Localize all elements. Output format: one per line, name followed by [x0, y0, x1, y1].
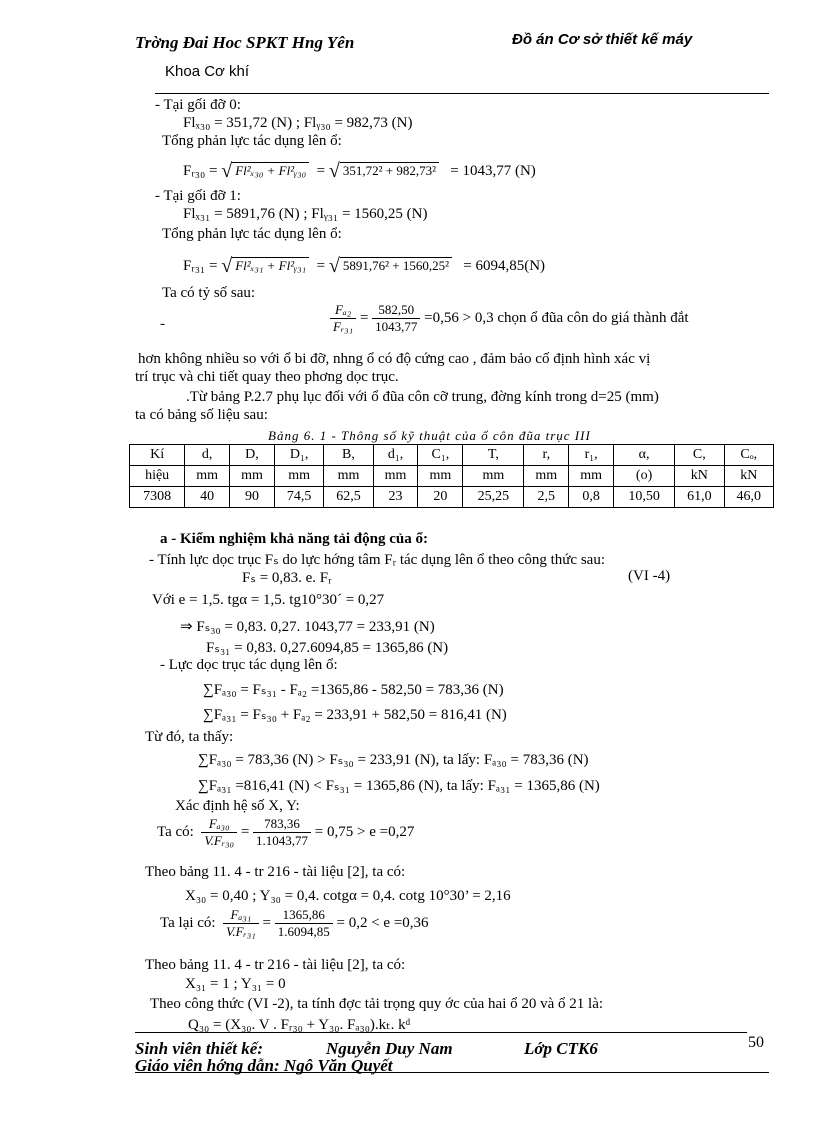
table-header-cell: α,: [614, 445, 675, 466]
text-line: Flₓ₃₁ = 5891,76 (N) ; Flᵧ₃₁ = 1560,25 (N): [183, 206, 428, 222]
table-header-cell: r,: [524, 445, 569, 466]
table-cell: 2,5: [524, 487, 569, 508]
text-line: Xác định hệ số X, Y:: [175, 798, 300, 814]
table-row: [130, 487, 774, 508]
sqrt-expression: 5891,76² + 1560,25²: [340, 257, 452, 274]
fraction-numerator: 582,50: [372, 302, 420, 319]
formula-result: = 1043,77 (N): [450, 163, 536, 179]
formula-eq: =: [316, 258, 326, 274]
table-header-cell: Kí: [130, 445, 185, 466]
table-header-cell: hiệu: [130, 466, 185, 487]
fraction: [275, 907, 333, 940]
department-name: Khoa Cơ khí: [165, 63, 250, 80]
table-header-cell: D,: [230, 445, 275, 466]
table-cell: 0,8: [569, 487, 614, 508]
formula-eq: =: [262, 914, 272, 931]
table-header-cell: mm: [230, 466, 275, 487]
text-line: Theo công thức (VI -2), ta tính đợc tải trọng quy ớc của hai ổ 20 và ổ 21 là:: [150, 996, 604, 1012]
table-header-row: [130, 445, 774, 466]
fraction-denominator: V.Fᵣ₃₀: [204, 833, 235, 848]
formula-eq: =: [316, 163, 326, 179]
formula-eq: =: [359, 309, 369, 326]
text-line: Fₛ₃₁ = 0,83. 0,27.6094,85 = 1365,86 (N): [206, 640, 449, 656]
formula-result: =0,56 > 0,3 chọn ổ đũa côn do giá thành đắt: [424, 309, 689, 326]
text-dash: -: [160, 316, 165, 332]
text-line: ∑Fₐ₃₁ =816,41 (N) < Fₛ₃₁ = 1365,86 (N), ta lấy: Fₐ₃₁ = 1365,86 (N): [198, 778, 600, 794]
text-line: - Tính lực dọc trục Fₛ do lực hớng tâm Fᵣ tác dụng lên ổ theo công thức sau:: [149, 552, 605, 568]
table-header-cell: T,: [463, 445, 524, 466]
table-header-cell: B,: [324, 445, 373, 466]
sqrt-expression: 351,72² + 982,73²: [340, 162, 439, 179]
table-cell: 74,5: [274, 487, 323, 508]
text-line: - Tại gối đỡ 1:: [155, 188, 241, 204]
header-rule: [155, 93, 769, 94]
fraction: [201, 816, 237, 849]
text-line: Tổng phản lực tác dụng lên ổ:: [162, 226, 342, 242]
formula-result: = 0,75 > e =0,27: [314, 823, 415, 840]
text-line: Với e = 1,5. tgα = 1,5. tg10°30´ = 0,27: [152, 592, 385, 608]
table-header-cell: mm: [569, 466, 614, 487]
sqrt-icon: √: [328, 255, 340, 277]
sqrt-icon: √: [221, 160, 233, 182]
table-header-row: [130, 466, 774, 487]
text-line: ⇒ Fₛ₃₀ = 0,83. 0,27. 1043,77 = 233,91 (N): [180, 619, 435, 635]
formula-prefix: Ta có:: [157, 823, 194, 840]
table-header-cell: mm: [274, 466, 323, 487]
text-line: - Lực dọc trục tác dụng lên ổ:: [160, 657, 338, 673]
footer-rule-bottom: [135, 1072, 769, 1073]
fraction-numerator: 1365,86: [275, 907, 333, 924]
table-caption: Bảng 6. 1 - Thông số kỹ thuật của ổ côn đũa trục III: [268, 428, 591, 443]
sqrt-expression: Fl²ₓ₃₀ + Fl²ᵧ₃₀: [232, 162, 309, 179]
formula-lhs: Fᵣ₃₀ =: [183, 163, 218, 179]
table-header-cell: mm: [418, 466, 463, 487]
table-header-cell: Cₒ,: [724, 445, 773, 466]
table-cell: 90: [230, 487, 275, 508]
fraction-numerator: Fₐ₃₀: [201, 816, 237, 833]
table-header-cell: d,: [185, 445, 230, 466]
text-line: ta có bảng số liệu sau:: [135, 407, 268, 423]
table-header-cell: D₁,: [274, 445, 323, 466]
table-header-cell: mm: [324, 466, 373, 487]
formula-prefix: Ta lại có:: [160, 914, 216, 931]
student-name: Nguyễn Duy Nam: [326, 1039, 453, 1058]
fraction-numerator: 783,36: [253, 816, 311, 833]
text-line: ∑Fₐ₃₀ = Fₛ₃₁ - Fₐ₂ =1365,86 - 582,50 = 783,36 (N): [203, 682, 504, 698]
equation-ref: (VI -4): [628, 568, 671, 584]
text-line: X₃₀ = 0,40 ; Y₃₀ = 0,4. cotgα = 0,4. cotg 10°30’ = 2,16: [185, 888, 511, 904]
table-cell: 62,5: [324, 487, 373, 508]
fraction-denominator: 1.1043,77: [256, 833, 309, 848]
formula-eq: =: [240, 823, 250, 840]
table-header-cell: C₁,: [418, 445, 463, 466]
text-line: Flₓ₃₀ = 351,72 (N) ; Flᵧ₃₀ = 982,73 (N): [183, 115, 413, 131]
school-name: Trờng Đai Hoc SPKT Hng Yên: [135, 33, 355, 52]
bearing-spec-table: [129, 444, 774, 508]
text-line: Theo bảng 11. 4 - tr 216 - tài liệu [2], ta có:: [145, 957, 406, 973]
fraction-denominator: 1.6094,85: [277, 924, 330, 939]
table-header-cell: mm: [373, 466, 418, 487]
text-line: .Từ bảng P.2.7 phụ lục đối với ổ đũa côn cỡ trung, đờng kính trong d=25 (mm): [186, 389, 659, 405]
formula-xy-1: [157, 816, 414, 849]
fraction-denominator: 1043,77: [375, 319, 418, 334]
text-line: ∑Fₐ₃₀ = 783,36 (N) > Fₛ₃₀ = 233,91 (N), ta lấy: Fₐ₃₀ = 783,36 (N): [198, 752, 589, 768]
text-line: hơn không nhiều so với ổ bi đỡ, nhng ổ có độ cứng cao , đảm bảo cố định hình xác vị: [138, 351, 651, 367]
table-header-cell: (o): [614, 466, 675, 487]
table-cell: 61,0: [675, 487, 724, 508]
fraction: [372, 302, 420, 335]
text-line: Fₛ = 0,83. e. Fᵣ: [242, 570, 332, 586]
student-label: Sinh viên thiết kế:: [135, 1039, 263, 1058]
sqrt-expression: Fl²ₓ₃₁ + Fl²ᵧ₃₁: [232, 257, 309, 274]
text-line: Tổng phản lực tác dụng lên ổ:: [162, 133, 342, 149]
table-cell: 40: [185, 487, 230, 508]
table-cell: 7308: [130, 487, 185, 508]
text-line: - Tại gối đỡ 0:: [155, 97, 241, 113]
table-cell: 46,0: [724, 487, 773, 508]
class-name: Lớp CTK6: [524, 1039, 598, 1058]
formula-fr31: [183, 255, 545, 278]
section-heading: a - Kiểm nghiệm khả năng tải động của ổ:: [160, 531, 428, 547]
table-header-cell: kN: [675, 466, 724, 487]
text-line: Q₃₀ = (X₃₀. V . Fᵣ₃₀ + Y₃₀. Fₐ₃₀).kₜ. kᵈ: [188, 1017, 411, 1033]
table-header-cell: kN: [724, 466, 773, 487]
text-line: ∑Fₐ₃₁ = Fₛ₃₀ + Fₐ₂ = 233,91 + 582,50 = 816,41 (N): [203, 707, 507, 723]
formula-lhs: Fᵣ₃₁ =: [183, 258, 218, 274]
table-header-cell: mm: [524, 466, 569, 487]
fraction-numerator: Fₐ₂: [330, 302, 356, 319]
formula-ratio: [330, 302, 689, 335]
formula-result: = 6094,85(N): [463, 258, 546, 274]
project-title: Đồ án Cơ sở thiết kế máy: [512, 31, 693, 48]
sqrt-icon: √: [221, 255, 233, 277]
fraction: [330, 302, 356, 335]
teacher-name: Giáo viên hớng dẫn: Ngô Văn Quyết: [135, 1056, 393, 1075]
table-header-cell: d₁,: [373, 445, 418, 466]
page-number: 50: [748, 1034, 764, 1051]
table-cell: 23: [373, 487, 418, 508]
table-header-cell: C,: [675, 445, 724, 466]
formula-result: = 0,2 < e =0,36: [336, 914, 429, 931]
text-line: trí trục và chi tiết quay theo phơng dọc trục.: [135, 369, 399, 385]
fraction-denominator: V.Fᵣ₃₁: [226, 924, 256, 939]
fraction: [223, 907, 259, 940]
sqrt-icon: √: [328, 160, 340, 182]
fraction: [253, 816, 311, 849]
text-line: Theo bảng 11. 4 - tr 216 - tài liệu [2], ta có:: [145, 864, 406, 880]
table-header-cell: mm: [463, 466, 524, 487]
table-header-cell: r₁,: [569, 445, 614, 466]
formula-fr30: [183, 160, 536, 183]
table-cell: 25,25: [463, 487, 524, 508]
formula-xy-2: [160, 907, 429, 940]
table-cell: 10,50: [614, 487, 675, 508]
text-line: Từ đó, ta thấy:: [145, 729, 234, 745]
fraction-denominator: Fᵣ₃₁: [333, 319, 354, 334]
fraction-numerator: Fₐ₃₁: [223, 907, 259, 924]
text-line: Ta có tỷ số sau:: [162, 285, 256, 301]
table-header-cell: mm: [185, 466, 230, 487]
table-cell: 20: [418, 487, 463, 508]
footer-rule-top: [135, 1032, 747, 1033]
text-line: X₃₁ = 1 ; Y₃₁ = 0: [185, 976, 286, 992]
